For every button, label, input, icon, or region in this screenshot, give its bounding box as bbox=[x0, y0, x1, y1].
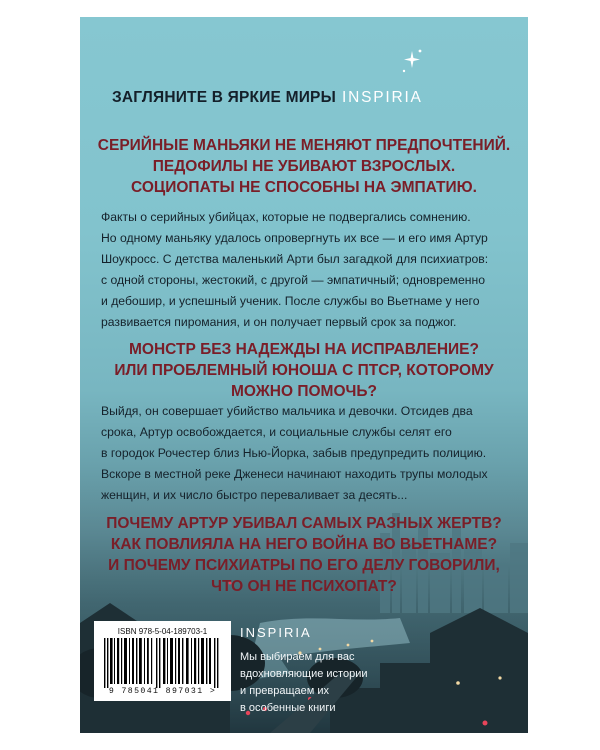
paragraph-line: женщин, и их число быстро переваливает за десять... bbox=[101, 488, 408, 502]
book-back-cover bbox=[80, 17, 528, 733]
heading-line: И ПОЧЕМУ ПСИХИАТРЫ ПО ЕГО ДЕЛУ ГОВОРИЛИ, bbox=[108, 557, 500, 574]
barcode-digits: 9 785041 897031 > bbox=[108, 687, 217, 696]
paragraph-line: и дебошир, и успешный ученик. После службы во Вьетнаме у него bbox=[101, 294, 480, 308]
paragraph-intro bbox=[101, 207, 513, 333]
paragraph-line: с одной стороны, жестокий, с другой — эмпатичный; одновременно bbox=[101, 273, 486, 287]
footer-line: в особенные книги bbox=[240, 702, 336, 714]
heading-line: КАК ПОВЛИЯЛА НА НЕГО ВОЙНА ВО ВЬЕТНАМЕ? bbox=[110, 536, 498, 553]
sparkle-icon bbox=[400, 47, 424, 77]
heading-line: ИЛИ ПРОБЛЕМНЫЙ ЮНОША С ПТСР, КОТОРОМУ bbox=[114, 362, 494, 379]
footer-slogan bbox=[240, 649, 368, 717]
heading-line: СОЦИОПАТЫ НЕ СПОСОБНЫ НА ЭМПАТИЮ. bbox=[131, 179, 477, 196]
paragraph-line: Шоукросс. С детства маленький Арти был загадкой для психиатров: bbox=[101, 252, 489, 266]
paragraph-line: Факты о серийных убийцах, которые не подвергались сомнению. bbox=[101, 210, 471, 224]
heading-line: ПОЧЕМУ АРТУР УБИВАЛ САМЫХ РАЗНЫХ ЖЕРТВ? bbox=[106, 515, 502, 532]
heading-facts bbox=[80, 135, 528, 198]
heading-line: СЕРИЙНЫЕ МАНЬЯКИ НЕ МЕНЯЮТ ПРЕДПОЧТЕНИЙ. bbox=[97, 137, 511, 154]
paragraph-line: в городок Рочестер близ Нью-Йорка, забыв предупредить полицию. bbox=[101, 446, 487, 460]
heading-line: МОЖНО ПОМОЧЬ? bbox=[231, 383, 377, 400]
heading-questions-why bbox=[80, 513, 528, 597]
tagline-text: ЗАГЛЯНИТЕ В ЯРКИЕ МИРЫ bbox=[112, 89, 336, 106]
isbn-text: ISBN 978-5-04-189703-1 bbox=[117, 627, 208, 636]
paragraph-line: Но одному маньяку удалось опровергнуть их все — и его имя Артур bbox=[101, 231, 488, 245]
heading-line: МОНСТР БЕЗ НАДЕЖДЫ НА ИСПРАВЛЕНИЕ? bbox=[129, 341, 479, 358]
barcode-graphic bbox=[104, 638, 221, 688]
paragraph-line: развивается пиромания, и он получает первый срок за поджог. bbox=[101, 315, 457, 329]
paragraph-line: Выйдя, он совершает убийство мальчика и девочки. Отсидев два bbox=[101, 404, 473, 418]
paragraph-line: Вскоре в местной реке Дженеси начинают находить трупы молодых bbox=[101, 467, 488, 481]
footer-line: вдохновляющие истории bbox=[240, 668, 368, 680]
heading-line: ПЕДОФИЛЫ НЕ УБИВАЮТ ВЗРОСЛЫХ. bbox=[152, 158, 456, 175]
footer-line: Мы выбираем для вас bbox=[240, 651, 355, 663]
brand-name: INSPIRIA bbox=[341, 89, 423, 106]
heading-question-monster bbox=[80, 339, 528, 402]
paragraph-line: срока, Артур освобождается, и социальные службы селят его bbox=[101, 425, 452, 439]
footer-brand: INSPIRIA bbox=[240, 625, 312, 640]
paragraph-story bbox=[101, 401, 513, 506]
heading-line: ЧТО ОН НЕ ПСИХОПАТ? bbox=[211, 578, 397, 595]
barcode-panel bbox=[94, 621, 231, 701]
publisher-tagline bbox=[112, 89, 423, 107]
footer-line: и превращаем их bbox=[240, 685, 330, 697]
